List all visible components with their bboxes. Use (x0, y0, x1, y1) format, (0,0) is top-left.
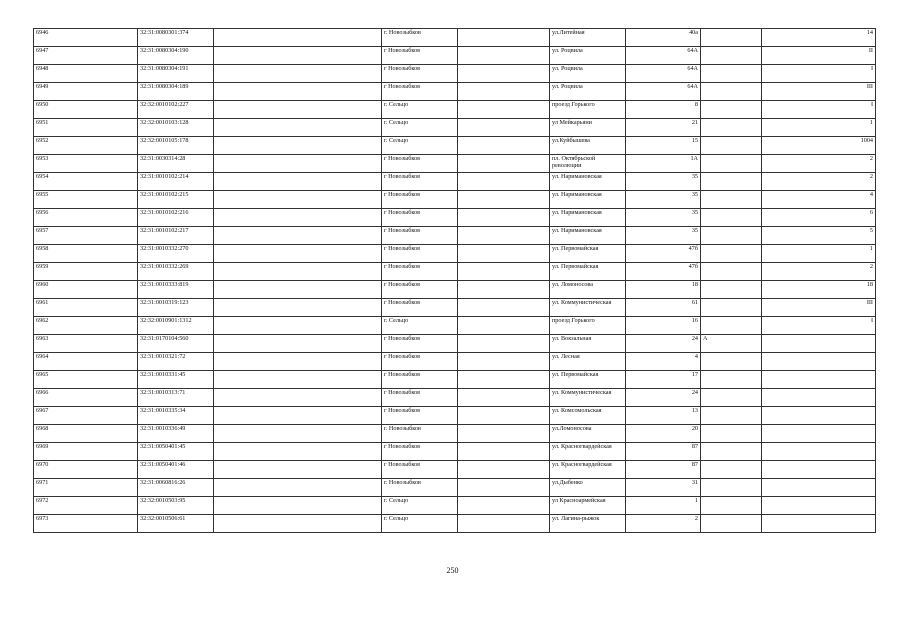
house-number-cell: 64А (626, 83, 701, 101)
street-cell: ул. Наримановская (550, 227, 626, 245)
premises-number-cell: III (762, 299, 876, 317)
building-letter-cell (701, 101, 762, 119)
row-number-cell: 6955 (34, 191, 138, 209)
empty-cell (458, 47, 550, 65)
cadastral-number-cell: 32:31:0010335:34 (138, 407, 214, 425)
premises-number-cell: 1 (762, 245, 876, 263)
house-number-cell: 24 (626, 335, 701, 353)
row-number-cell: 6959 (34, 263, 138, 281)
premises-number-cell: 4 (762, 191, 876, 209)
premises-number-cell: 2 (762, 155, 876, 173)
row-number-cell: 6952 (34, 137, 138, 155)
table-row (34, 443, 876, 461)
street-cell: ул. Роцвила (550, 65, 626, 83)
table-row (34, 263, 876, 281)
street-cell: ул. Первомайская (550, 371, 626, 389)
house-number-cell: 31 (626, 479, 701, 497)
house-number-cell: 8 (626, 101, 701, 119)
row-number-cell: 6946 (34, 29, 138, 47)
locality-cell: г Новозыбков (382, 461, 458, 479)
locality-cell: г. Новозыбков (382, 479, 458, 497)
empty-cell (458, 407, 550, 425)
table-row (34, 281, 876, 299)
street-cell: проезд Горького (550, 101, 626, 119)
empty-cell (214, 137, 382, 155)
cadastral-number-cell: 32:31:0010333:819 (138, 281, 214, 299)
cadastral-number-cell: 32:32:0010103:128 (138, 119, 214, 137)
row-number-cell: 6947 (34, 47, 138, 65)
empty-cell (214, 65, 382, 83)
street-cell: ул. Роцвила (550, 47, 626, 65)
empty-cell (458, 83, 550, 101)
house-number-cell: 64А (626, 47, 701, 65)
empty-cell (214, 407, 382, 425)
street-cell: пл. Октябрьской революции (550, 155, 626, 173)
premises-number-cell (762, 371, 876, 389)
street-cell: ул. Вокзальная (550, 335, 626, 353)
row-number-cell: 6950 (34, 101, 138, 119)
locality-cell: г Новозыбков (382, 353, 458, 371)
row-number-cell: 6958 (34, 245, 138, 263)
table-row (34, 335, 876, 353)
building-letter-cell: А (701, 335, 762, 353)
table-row (34, 479, 876, 497)
building-letter-cell (701, 281, 762, 299)
street-cell: ул Красноармейская (550, 497, 626, 515)
empty-cell (214, 389, 382, 407)
premises-number-cell: I (762, 65, 876, 83)
street-cell: ул. Первомайская (550, 263, 626, 281)
house-number-cell: 2 (626, 515, 701, 533)
premises-number-cell (762, 425, 876, 443)
table-row (34, 155, 876, 173)
cadastral-number-cell: 32:32:0010105:178 (138, 137, 214, 155)
locality-cell: г. Сельцо (382, 137, 458, 155)
row-number-cell: 6968 (34, 425, 138, 443)
empty-cell (458, 29, 550, 47)
table-row (34, 227, 876, 245)
locality-cell: г. Сельцо (382, 101, 458, 119)
row-number-cell: 6972 (34, 497, 138, 515)
house-number-cell: 87 (626, 443, 701, 461)
empty-cell (214, 335, 382, 353)
empty-cell (458, 461, 550, 479)
building-letter-cell (701, 425, 762, 443)
street-cell: проезд Горького (550, 317, 626, 335)
street-cell: ул. Коммунистическая (550, 299, 626, 317)
locality-cell: г Новозыбков (382, 335, 458, 353)
building-letter-cell (701, 155, 762, 173)
locality-cell: г Новозыбков (382, 155, 458, 173)
table-row (34, 353, 876, 371)
row-number-cell: 6966 (34, 389, 138, 407)
building-letter-cell (701, 191, 762, 209)
cadastral-number-cell: 32:32:0010901:1312 (138, 317, 214, 335)
cadastral-number-cell: 32:31:0010313:71 (138, 389, 214, 407)
premises-number-cell (762, 479, 876, 497)
table-row (34, 209, 876, 227)
premises-number-cell: 2 (762, 173, 876, 191)
empty-cell (458, 209, 550, 227)
house-number-cell: 1А (626, 155, 701, 173)
table-row (34, 497, 876, 515)
row-number-cell: 6963 (34, 335, 138, 353)
house-number-cell: 16 (626, 317, 701, 335)
empty-cell (214, 263, 382, 281)
premises-number-cell: 5 (762, 227, 876, 245)
row-number-cell: 6973 (34, 515, 138, 533)
row-number-cell: 6951 (34, 119, 138, 137)
locality-cell: г Новозыбков (382, 227, 458, 245)
premises-number-cell (762, 461, 876, 479)
building-letter-cell (701, 443, 762, 461)
premises-number-cell: 18 (762, 281, 876, 299)
building-letter-cell (701, 29, 762, 47)
row-number-cell: 6956 (34, 209, 138, 227)
premises-number-cell (762, 515, 876, 533)
registry-table (33, 28, 876, 533)
empty-cell (458, 65, 550, 83)
table-row (34, 317, 876, 335)
cadastral-number-cell: 32:31:0010331:45 (138, 371, 214, 389)
street-cell: ул Мейкарьяни (550, 119, 626, 137)
table-row (34, 371, 876, 389)
table-row (34, 173, 876, 191)
premises-number-cell: I (762, 317, 876, 335)
cadastral-number-cell: 32:31:0050401:45 (138, 443, 214, 461)
house-number-cell: 24 (626, 389, 701, 407)
house-number-cell: 35 (626, 227, 701, 245)
empty-cell (458, 335, 550, 353)
row-number-cell: 6964 (34, 353, 138, 371)
building-letter-cell (701, 47, 762, 65)
empty-cell (214, 209, 382, 227)
row-number-cell: 6953 (34, 155, 138, 173)
empty-cell (214, 173, 382, 191)
empty-cell (458, 281, 550, 299)
street-cell: ул. Наримановская (550, 173, 626, 191)
table-row (34, 119, 876, 137)
row-number-cell: 6962 (34, 317, 138, 335)
street-cell: ул. Комсомольская (550, 407, 626, 425)
empty-cell (214, 461, 382, 479)
cadastral-number-cell: 32:31:0080301:374 (138, 29, 214, 47)
street-cell: ул. Роцвила (550, 83, 626, 101)
building-letter-cell (701, 479, 762, 497)
empty-cell (458, 299, 550, 317)
locality-cell: г. Новозыбков (382, 29, 458, 47)
empty-cell (214, 245, 382, 263)
building-letter-cell (701, 515, 762, 533)
empty-cell (458, 173, 550, 191)
premises-number-cell (762, 353, 876, 371)
empty-cell (214, 119, 382, 137)
empty-cell (458, 245, 550, 263)
empty-cell (214, 317, 382, 335)
cadastral-number-cell: 32:31:0010102:217 (138, 227, 214, 245)
house-number-cell: 35 (626, 173, 701, 191)
premises-number-cell: 6 (762, 209, 876, 227)
row-number-cell: 6954 (34, 173, 138, 191)
premises-number-cell (762, 335, 876, 353)
registry-table-body (34, 29, 876, 533)
table-row (34, 101, 876, 119)
empty-cell (458, 389, 550, 407)
empty-cell (214, 353, 382, 371)
empty-cell (458, 227, 550, 245)
empty-cell (214, 29, 382, 47)
building-letter-cell (701, 209, 762, 227)
building-letter-cell (701, 173, 762, 191)
house-number-cell: 4 (626, 353, 701, 371)
building-letter-cell (701, 227, 762, 245)
locality-cell: г Новозыбков (382, 371, 458, 389)
page-number: 250 (446, 566, 459, 575)
empty-cell (214, 191, 382, 209)
street-cell: ул.Дыбенко (550, 479, 626, 497)
house-number-cell: 47б (626, 245, 701, 263)
cadastral-number-cell: 32:31:0010336:49 (138, 425, 214, 443)
table-row (34, 245, 876, 263)
cadastral-number-cell: 32:31:0010332:269 (138, 263, 214, 281)
building-letter-cell (701, 137, 762, 155)
empty-cell (214, 515, 382, 533)
locality-cell: г Новозыбков (382, 47, 458, 65)
locality-cell: г Новозыбков (382, 173, 458, 191)
locality-cell: г Новозыбков (382, 443, 458, 461)
table-row (34, 65, 876, 83)
locality-cell: г Новозыбков (382, 65, 458, 83)
locality-cell: г Новозыбков (382, 209, 458, 227)
house-number-cell: 87 (626, 461, 701, 479)
table-row (34, 29, 876, 47)
row-number-cell: 6948 (34, 65, 138, 83)
locality-cell: г Новозыбков (382, 245, 458, 263)
cadastral-number-cell: 32:31:0010321:72 (138, 353, 214, 371)
street-cell: ул. Первомайская (550, 245, 626, 263)
house-number-cell: 61 (626, 299, 701, 317)
house-number-cell: 47б (626, 263, 701, 281)
empty-cell (458, 155, 550, 173)
locality-cell: г. Новозыбков (382, 425, 458, 443)
empty-cell (214, 155, 382, 173)
cadastral-number-cell: 32:32:0010503:95 (138, 497, 214, 515)
house-number-cell: 21 (626, 119, 701, 137)
locality-cell: г. Сельцо (382, 119, 458, 137)
locality-cell: г. Сельцо (382, 317, 458, 335)
building-letter-cell (701, 407, 762, 425)
cadastral-number-cell: 32:32:0010506:61 (138, 515, 214, 533)
empty-cell (214, 497, 382, 515)
locality-cell: г Новозыбков (382, 191, 458, 209)
row-number-cell: 6967 (34, 407, 138, 425)
row-number-cell: 6971 (34, 479, 138, 497)
empty-cell (458, 425, 550, 443)
building-letter-cell (701, 65, 762, 83)
street-cell: ул. Ломоносова (550, 281, 626, 299)
premises-number-cell (762, 389, 876, 407)
empty-cell (214, 101, 382, 119)
cadastral-number-cell: 32:31:0080304:189 (138, 83, 214, 101)
empty-cell (458, 443, 550, 461)
street-cell: ул.Куйбышева (550, 137, 626, 155)
premises-number-cell: II (762, 47, 876, 65)
empty-cell (214, 47, 382, 65)
table-row (34, 515, 876, 533)
row-number-cell: 6970 (34, 461, 138, 479)
row-number-cell: 6957 (34, 227, 138, 245)
building-letter-cell (701, 119, 762, 137)
building-letter-cell (701, 299, 762, 317)
house-number-cell: 13 (626, 407, 701, 425)
premises-number-cell: 1004 (762, 137, 876, 155)
cadastral-number-cell: 32:31:0010102:215 (138, 191, 214, 209)
premises-number-cell (762, 407, 876, 425)
cadastral-number-cell: 32:31:0050401:46 (138, 461, 214, 479)
table-row (34, 407, 876, 425)
empty-cell (458, 353, 550, 371)
premises-number-cell: 2 (762, 263, 876, 281)
house-number-cell: 35 (626, 191, 701, 209)
cadastral-number-cell: 32:31:0010319:123 (138, 299, 214, 317)
cadastral-number-cell: 32:31:0010102:216 (138, 209, 214, 227)
house-number-cell: 17 (626, 371, 701, 389)
building-letter-cell (701, 317, 762, 335)
table-row (34, 83, 876, 101)
street-cell: ул. Красногвардейская (550, 461, 626, 479)
cadastral-number-cell: 32:31:0080304:190 (138, 47, 214, 65)
building-letter-cell (701, 245, 762, 263)
empty-cell (214, 299, 382, 317)
table-row (34, 137, 876, 155)
premises-number-cell: 1 (762, 119, 876, 137)
house-number-cell: 64А (626, 65, 701, 83)
empty-cell (214, 371, 382, 389)
empty-cell (458, 101, 550, 119)
building-letter-cell (701, 461, 762, 479)
empty-cell (214, 443, 382, 461)
empty-cell (458, 479, 550, 497)
locality-cell: г Новозыбков (382, 407, 458, 425)
cadastral-number-cell: 32:31:0080304:191 (138, 65, 214, 83)
table-row (34, 47, 876, 65)
street-cell: ул. Наримановская (550, 209, 626, 227)
row-number-cell: 6960 (34, 281, 138, 299)
building-letter-cell (701, 353, 762, 371)
premises-number-cell: I (762, 101, 876, 119)
street-cell: ул. Коммунистическая (550, 389, 626, 407)
street-cell: ул. Красногвардейская (550, 443, 626, 461)
registry-sheet (33, 28, 876, 533)
cadastral-number-cell: 32:31:0010332:270 (138, 245, 214, 263)
building-letter-cell (701, 389, 762, 407)
empty-cell (214, 479, 382, 497)
cadastral-number-cell: 32:31:0030314:28 (138, 155, 214, 173)
house-number-cell: 40а (626, 29, 701, 47)
empty-cell (458, 371, 550, 389)
locality-cell: г Новозыбков (382, 299, 458, 317)
locality-cell: г Новозыбков (382, 83, 458, 101)
premises-number-cell: III (762, 83, 876, 101)
building-letter-cell (701, 371, 762, 389)
empty-cell (214, 83, 382, 101)
row-number-cell: 6961 (34, 299, 138, 317)
row-number-cell: 6949 (34, 83, 138, 101)
premises-number-cell: 14 (762, 29, 876, 47)
empty-cell (458, 137, 550, 155)
row-number-cell: 6969 (34, 443, 138, 461)
table-row (34, 389, 876, 407)
locality-cell: г Новозыбков (382, 389, 458, 407)
house-number-cell: 35 (626, 209, 701, 227)
house-number-cell: 18 (626, 281, 701, 299)
table-row (34, 461, 876, 479)
empty-cell (458, 191, 550, 209)
locality-cell: г. Сельцо (382, 497, 458, 515)
building-letter-cell (701, 497, 762, 515)
table-row (34, 299, 876, 317)
empty-cell (214, 425, 382, 443)
locality-cell: г Новозыбков (382, 281, 458, 299)
row-number-cell: 6965 (34, 371, 138, 389)
empty-cell (214, 227, 382, 245)
premises-number-cell (762, 443, 876, 461)
building-letter-cell (701, 83, 762, 101)
empty-cell (458, 497, 550, 515)
premises-number-cell (762, 497, 876, 515)
street-cell: ул. Лагина-рыжок (550, 515, 626, 533)
cadastral-number-cell: 32:32:0010102:227 (138, 101, 214, 119)
empty-cell (458, 515, 550, 533)
cadastral-number-cell: 32:31:0060816:26 (138, 479, 214, 497)
cadastral-number-cell: 32:31:0170104:560 (138, 335, 214, 353)
house-number-cell: 20 (626, 425, 701, 443)
locality-cell: г. Сельцо (382, 515, 458, 533)
street-cell: ул. Наримановская (550, 191, 626, 209)
locality-cell: г Новозыбков (382, 263, 458, 281)
house-number-cell: 15 (626, 137, 701, 155)
empty-cell (458, 119, 550, 137)
street-cell: ул. Лесная (550, 353, 626, 371)
empty-cell (214, 281, 382, 299)
table-row (34, 191, 876, 209)
table-row (34, 425, 876, 443)
street-cell: ул.Ломоносова (550, 425, 626, 443)
cadastral-number-cell: 32:31:0010102:214 (138, 173, 214, 191)
empty-cell (458, 317, 550, 335)
house-number-cell: 1 (626, 497, 701, 515)
building-letter-cell (701, 263, 762, 281)
empty-cell (458, 263, 550, 281)
street-cell: ул.Литейная (550, 29, 626, 47)
